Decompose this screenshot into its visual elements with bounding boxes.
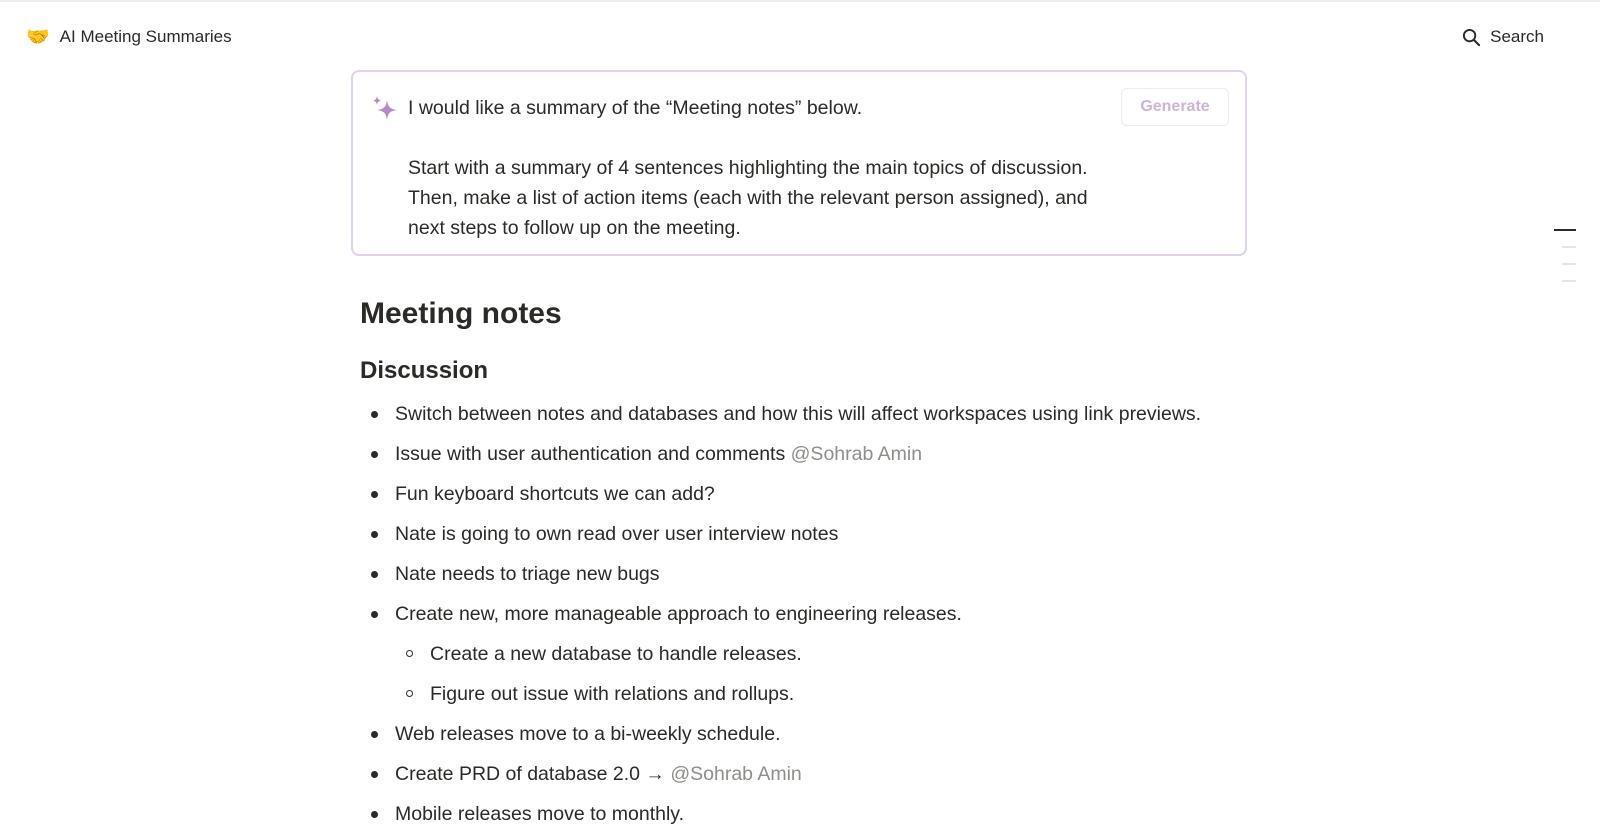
document-content: [360, 280, 1260, 834]
list-item[interactable]: Issue with user authentication and comments @Sohrab Amin: [360, 434, 1260, 474]
list-item[interactable]: Create PRD of database 2.0 → @Sohrab Amin: [360, 754, 1260, 794]
toc-tick[interactable]: [1562, 280, 1576, 282]
ai-prompt-line-1: I would like a summary of the “Meeting notes” below.: [408, 97, 863, 119]
discussion-heading: Discussion: [360, 357, 489, 384]
list-item[interactable]: Fun keyboard shortcuts we can add?: [360, 474, 1260, 514]
list-item[interactable]: Mobile releases move to monthly.: [360, 794, 1260, 834]
page-emoji-icon: 🤝: [26, 26, 50, 48]
sparkle-icon: [369, 94, 399, 124]
ai-prompt-block[interactable]: [351, 70, 1247, 256]
ai-prompt-text[interactable]: [408, 93, 1108, 243]
discussion-list: [360, 394, 1260, 834]
search-label: Search: [1490, 27, 1544, 46]
sub-list-item[interactable]: Figure out issue with relations and rollups.: [360, 674, 1260, 714]
toc-tick[interactable]: [1562, 263, 1576, 265]
toc-tick-active[interactable]: [1554, 229, 1576, 231]
toc-tick[interactable]: [1562, 246, 1576, 248]
list-item[interactable]: Create new, more manageable approach to engineering releases.: [360, 594, 1260, 634]
search-button[interactable]: [1458, 22, 1548, 52]
list-item[interactable]: Nate is going to own read over user interview notes: [360, 514, 1260, 554]
sub-list-item[interactable]: Create a new database to handle releases.: [360, 634, 1260, 674]
page-breadcrumb-title: AI Meeting Summaries: [59, 27, 232, 46]
mention-sohrab-amin[interactable]: @Sohrab Amin: [790, 443, 923, 465]
ai-prompt-line-2: Start with a summary of 4 sentences highlighting the main topics of discussion. Then, make a list of action items (each with the relevant person assigned), and next steps to follow up on the meeting.: [408, 157, 1088, 239]
top-bar: [0, 2, 1600, 68]
list-item[interactable]: Switch between notes and databases and how this will affect workspaces using link previews.: [360, 394, 1260, 434]
meeting-notes-heading: Meeting notes: [360, 297, 562, 330]
breadcrumb[interactable]: [22, 22, 236, 52]
list-item[interactable]: Web releases move to a bi-weekly schedule.: [360, 714, 1260, 754]
mention-sohrab-amin[interactable]: @Sohrab Amin: [670, 763, 802, 785]
list-item[interactable]: Nate needs to triage new bugs: [360, 554, 1260, 594]
search-icon: [1462, 28, 1481, 47]
table-of-contents-minimap[interactable]: [1554, 229, 1576, 297]
generate-button[interactable]: Generate: [1121, 88, 1229, 126]
